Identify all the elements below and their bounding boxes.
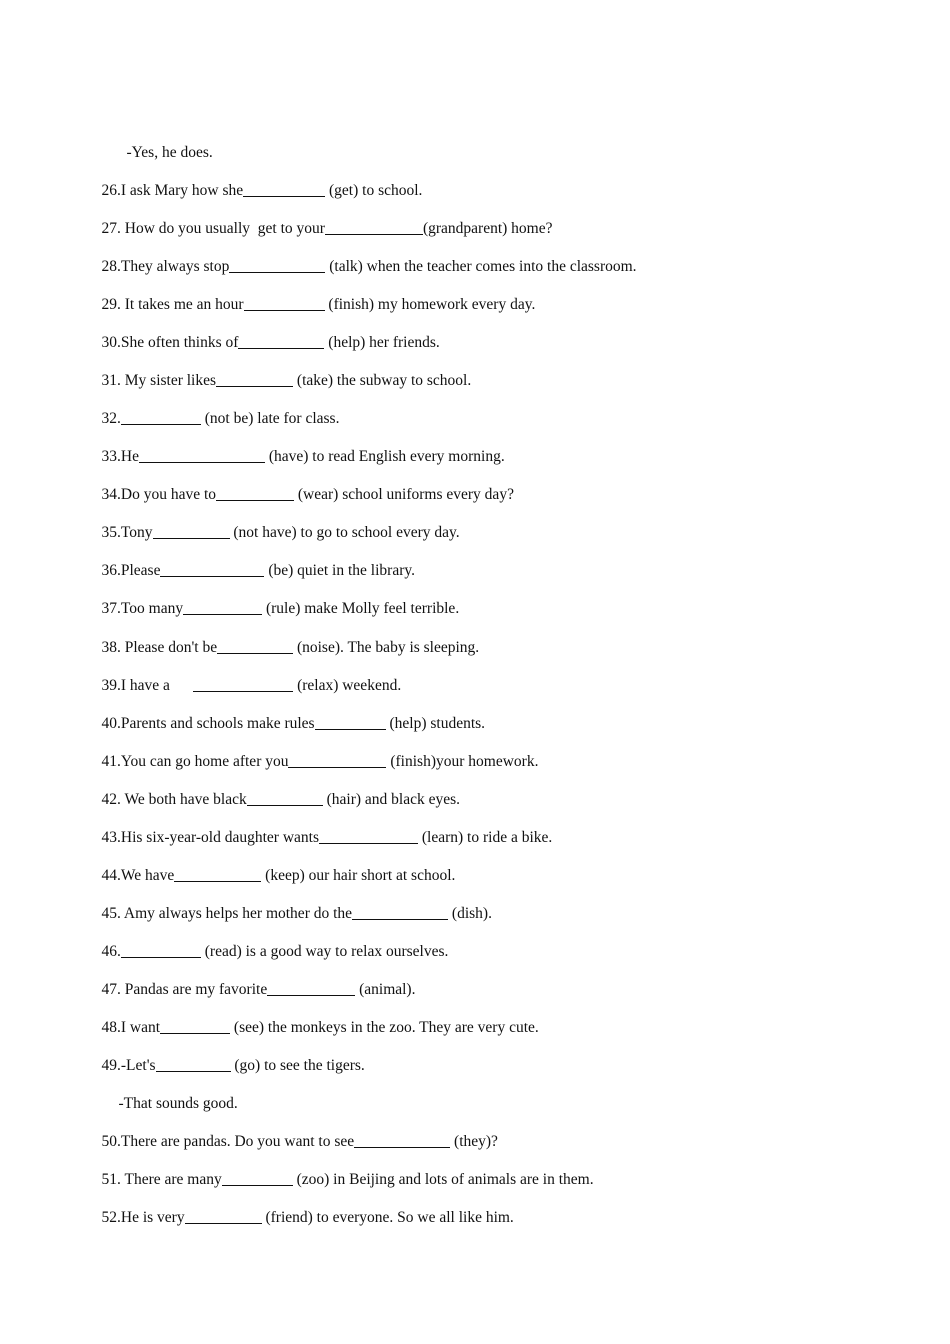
question-text: 44.We have [101, 867, 175, 884]
answer-blank[interactable] [352, 904, 448, 920]
question-hint: (get) to school. [325, 182, 423, 199]
question-hint: (hair) and black eyes. [322, 791, 461, 808]
answer-blank[interactable] [229, 257, 325, 273]
answer-blank[interactable] [153, 523, 230, 539]
answer-blank[interactable] [160, 561, 264, 577]
answer-text: -Yes, he does. [126, 144, 213, 161]
question-hint: (help) students. [385, 715, 486, 732]
question-text: 37.Too many [101, 600, 184, 617]
question-hint: (have) to read English every morning. [264, 448, 505, 465]
question-text: 35.Tony [101, 524, 153, 541]
question-text: 30.She often thinks of [101, 334, 239, 351]
question-hint: (grandparent) home? [422, 220, 553, 237]
question-text: 43.His six-year-old daughter wants [101, 829, 319, 846]
question-hint: (go) to see the tigers. [230, 1057, 365, 1074]
answer-blank[interactable] [121, 409, 201, 425]
question-text: 38. Please don't be [101, 639, 218, 656]
question-hint: (not be) late for class. [200, 410, 340, 427]
question-text: 33.He [101, 448, 139, 465]
question-hint: (take) the subway to school. [293, 372, 472, 389]
question-text: 41.You can go home after you [101, 753, 289, 770]
question-hint: (finish)your homework. [386, 753, 539, 770]
question-text: 40.Parents and schools make rules [101, 715, 315, 732]
answer-blank[interactable] [222, 1170, 293, 1186]
answer-blank[interactable] [121, 942, 201, 958]
answer-blank[interactable] [183, 599, 262, 615]
question-hint: (be) quiet in the library. [264, 562, 415, 579]
question-hint: (read) is a good way to relax ourselves. [200, 943, 449, 960]
question-text: 29. It takes me an hour [101, 296, 244, 313]
question-text: 34.Do you have to [101, 486, 217, 503]
question-hint: (see) the monkeys in the zoo. They are very cute. [230, 1019, 539, 1036]
answer-blank[interactable] [267, 980, 355, 996]
answer-blank[interactable] [160, 1018, 230, 1034]
question-text: 46. [101, 943, 121, 960]
question-hint: (talk) when the teacher comes into the classroom. [325, 258, 637, 275]
question-hint: (keep) our hair short at school. [261, 867, 456, 884]
question-text: 36.Please [101, 562, 161, 579]
question-hint: (dish). [448, 905, 492, 922]
question-text: 50.There are pandas. Do you want to see [101, 1133, 355, 1150]
question-text: 28.They always stop [101, 258, 230, 275]
question-hint: (zoo) in Beijing and lots of animals are in them. [292, 1171, 594, 1188]
answer-blank[interactable] [288, 752, 386, 768]
answer-blank[interactable] [174, 866, 261, 882]
answer-blank[interactable] [247, 790, 323, 806]
answer-blank[interactable] [319, 828, 418, 844]
question-hint: (animal). [355, 981, 416, 998]
answer-blank[interactable] [139, 447, 265, 463]
answer-blank[interactable] [193, 676, 293, 692]
question-hint: (learn) to ride a bike. [418, 829, 553, 846]
question-hint: (relax) weekend. [293, 677, 402, 694]
question-text: 39.I have a [101, 677, 194, 694]
question-text: 32. [101, 410, 121, 427]
question-text: 27. How do you usually get to your [101, 220, 325, 237]
question-hint: (rule) make Molly feel terrible. [262, 600, 460, 617]
question-hint: (not have) to go to school every day. [229, 524, 460, 541]
answer-blank[interactable] [315, 714, 386, 730]
question-hint: (friend) to everyone. So we all like him. [261, 1209, 514, 1226]
question-hint: (wear) school uniforms every day? [294, 486, 514, 503]
answer-blank[interactable] [156, 1056, 231, 1072]
answer-blank[interactable] [354, 1132, 450, 1148]
answer-blank[interactable] [243, 181, 325, 197]
question-hint: (finish) my homework every day. [324, 296, 536, 313]
question-text: 47. Pandas are my favorite [101, 981, 268, 998]
question-text: 45. Amy always helps her mother do the [101, 905, 353, 922]
question-text: 51. There are many [101, 1171, 222, 1188]
answer-blank[interactable] [216, 485, 294, 501]
question-hint: (help) her friends. [324, 334, 440, 351]
question-text: 42. We both have black [101, 791, 247, 808]
answer-text: -That sounds good. [118, 1095, 238, 1112]
question-text: 49.-Let's [101, 1057, 156, 1074]
question-text: 48.I want [101, 1019, 161, 1036]
question-text: 52.He is very [101, 1209, 185, 1226]
answer-blank[interactable] [217, 638, 293, 654]
question-hint: (noise). The baby is sleeping. [293, 639, 480, 656]
exercise-item-52 [86, 1188, 514, 1248]
question-text: 26.I ask Mary how she [101, 182, 244, 199]
answer-blank[interactable] [185, 1208, 262, 1224]
answer-blank[interactable] [244, 295, 325, 311]
question-hint: (they)? [450, 1133, 498, 1150]
answer-blank[interactable] [216, 371, 293, 387]
answer-blank[interactable] [325, 219, 423, 235]
question-text: 31. My sister likes [101, 372, 217, 389]
answer-blank[interactable] [238, 333, 324, 349]
